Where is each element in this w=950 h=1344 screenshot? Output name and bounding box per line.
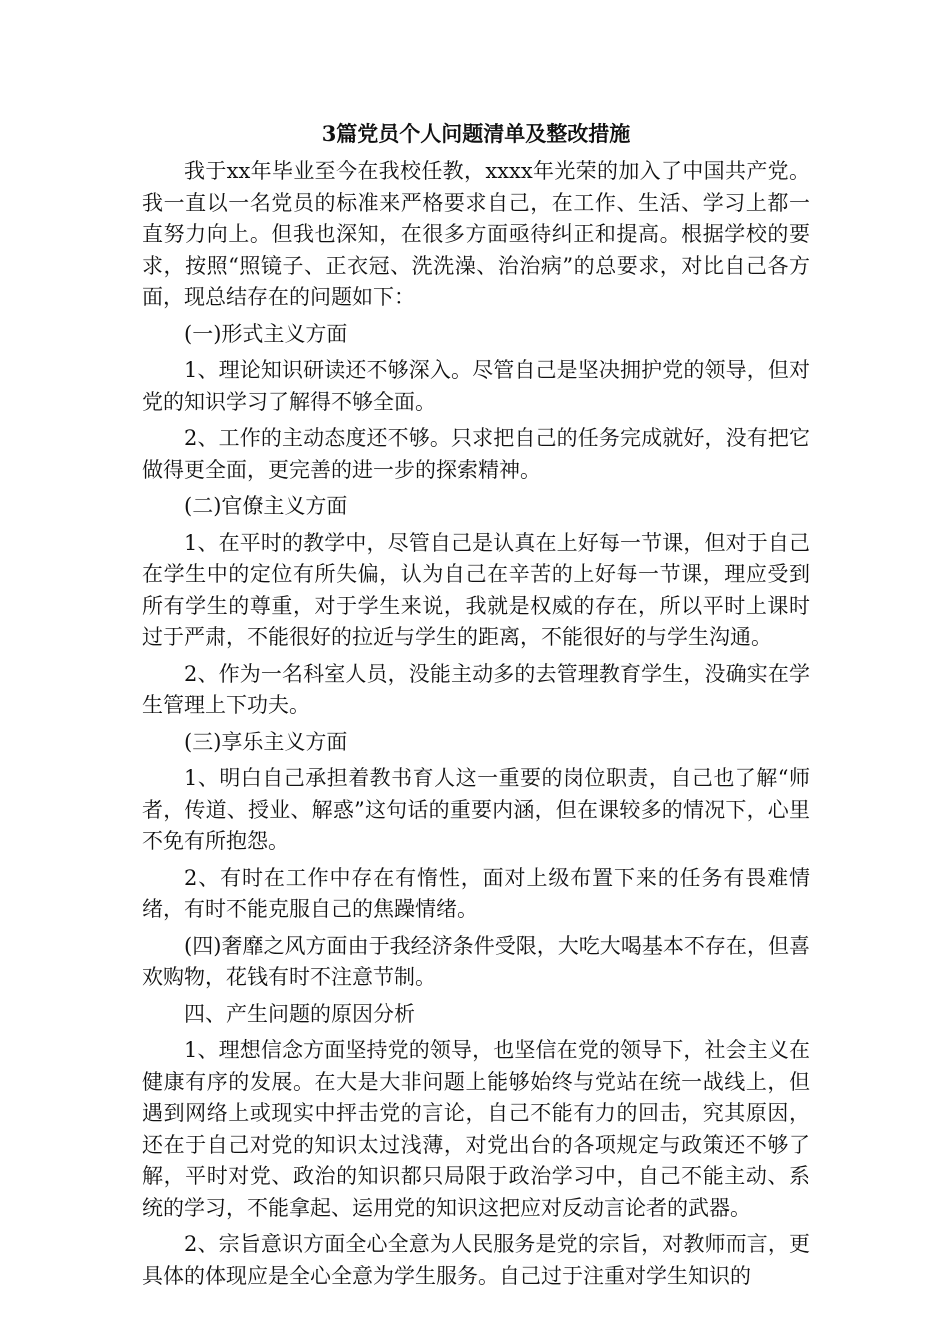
section-heading-causes: 四、产生问题的原因分析 — [184, 1001, 415, 1026]
paragraph-bureaucracy-1: 1、在平时的教学中，尽管自己是认真在上好每一节课，但对于自己在学生中的定位有所失偏，认为自己在辛苦的上好每一节课，理应受到所有学生的尊重，对于学生来说，我就是权威的存在，所以平时上课时过于严肃，不能很好的拉近与学生的距离，不能很好的与学生沟通。 — [142, 530, 810, 649]
paragraph-bureaucracy-2: 2、作为一名科室人员，没能主动多的去管理教育学生，没确实在学生管理上下功夫。 — [142, 661, 810, 717]
paragraph-hedonism-2: 2、有时在工作中存在有惰性，面对上级布置下来的任务有畏难情绪，有时不能克服自己的焦躁情绪。 — [142, 865, 810, 921]
paragraph-hedonism-1: 1、明白自己承担着教书育人这一重要的岗位职责，自己也了解“师者，传道、授业、解惑”这句话的重要内涵，但在课较多的情况下，心里不免有所抱怨。 — [142, 766, 810, 853]
paragraph-formalism-2: 2、工作的主动态度还不够。只求把自己的任务完成就好，没有把它做得更全面，更完善的进一步的探索精神。 — [142, 426, 810, 482]
section-heading-formalism: (一)形式主义方面 — [184, 321, 348, 346]
document-page — [142, 118, 810, 1297]
section-heading-bureaucracy: (二)官僚主义方面 — [184, 494, 348, 518]
paragraph-causes-1: 1、理想信念方面坚持党的领导，也坚信在党的领导下，社会主义在健康有序的发展。在大是大非问题上能够始终与党站在统一战线上，但遇到网络上或现实中抨击党的言论，自己不能有力的回击，究其原因，还在于自己对党的知识太过浅薄，对党出台的各项规定与政策还不够了解，平时对党、政治的知识都只局限于政治学习中，自己不能主动、系统的学习，不能拿起、运用党的知识这把应对反动言论者的武器。 — [142, 1038, 810, 1220]
document-title: 3篇党员个人问题清单及整改措施 — [321, 121, 631, 146]
section-heading-hedonism: (三)享乐主义方面 — [184, 729, 348, 754]
paragraph-causes-2: 2、宗旨意识方面全心全意为人民服务是党的宗旨，对教师而言，更具体的体现应是全心全意为学生服务。自己过于注重对学生知识的 — [142, 1232, 810, 1288]
paragraph-formalism-1: 1、理论知识研读还不够深入。尽管自己是坚决拥护党的领导，但对党的知识学习了解得不够全面。 — [142, 358, 810, 414]
paragraph-intro: 我于xx年毕业至今在我校任教，xxxx年光荣的加入了中国共产党。我一直以一名党员的标准来严格要求自己，在工作、生活、学习上都一直努力向上。但我也深知，在很多方面亟待纠正和提高。根据学校的要求，按照“照镜子、正衣冠、洗洗澡、治治病”的总要求，对比自己各方面，现总结存在的问题如下： — [142, 159, 810, 309]
paragraph-extravagance: (四)奢靡之风方面由于我经济条件受限，大吃大喝基本不存在，但喜欢购物，花钱有时不注意节制。 — [142, 933, 810, 989]
